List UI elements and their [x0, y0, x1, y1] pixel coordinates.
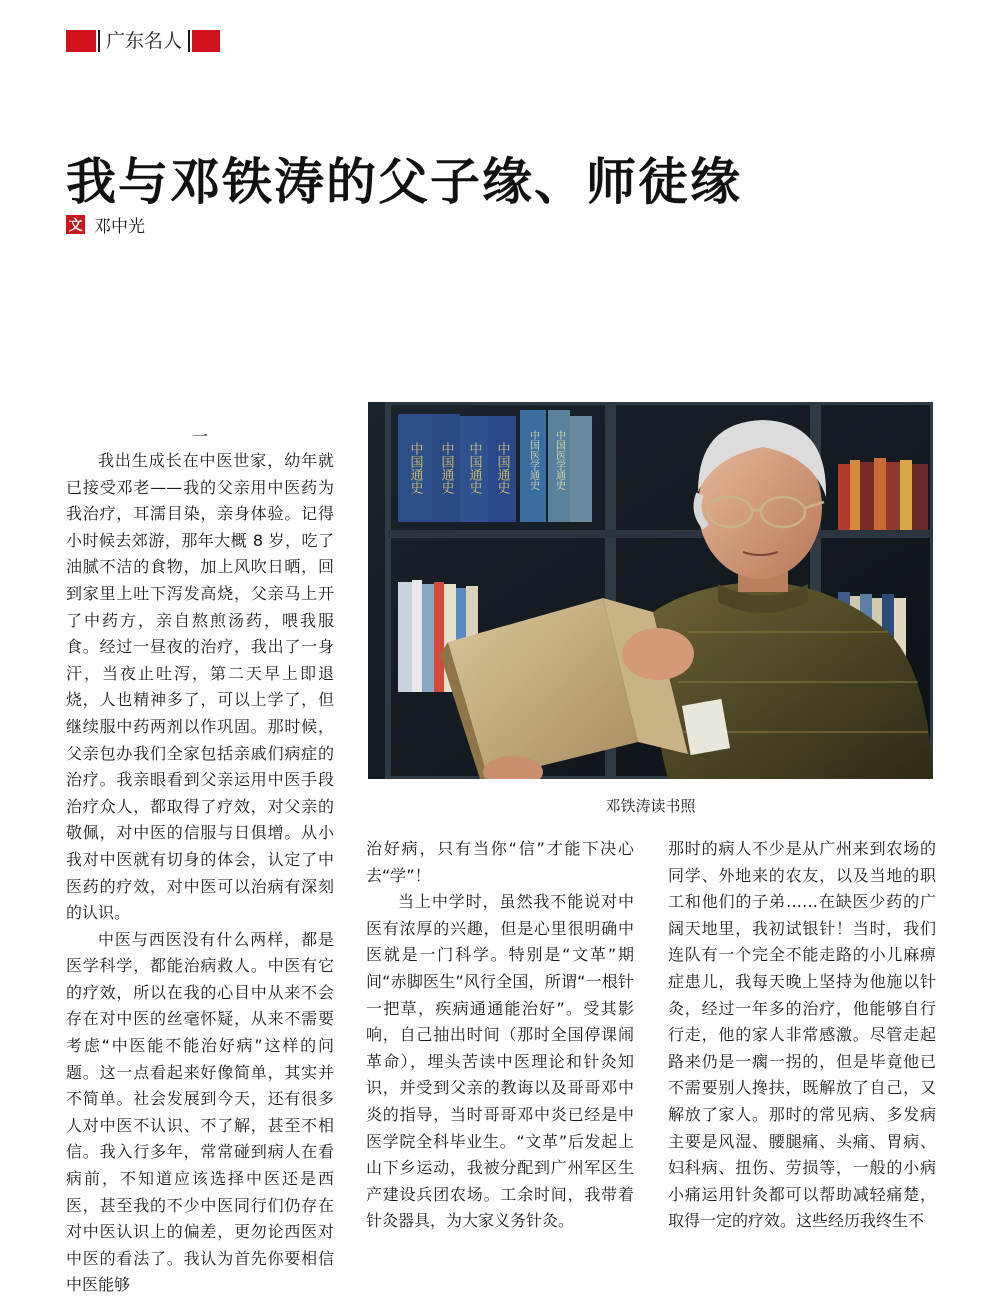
photo-illustration [368, 402, 933, 779]
text-column-1 [66, 448, 334, 1299]
paragraph: 我出生成长在中医世家，幼年就已接受邓老——我的父亲用中医药为我治疗，耳濡目染，亲身体验。记得小时候去郊游，那年大概 8 岁，吃了油腻不洁的食物，加上风吹日晒，回到家里上吐下泻发高烧，父亲马上开了中药方，亲自熬煎汤药，喂我服食。经过一昼夜的治疗，我出了一身汗，当夜止吐泻，第二天早上即退烧，人也精神多了，可以上学了，但继续服中药两剂以作巩固。那时候，父亲包办我们全家包括亲戚们病症的治疗。我亲眼看到父亲运用中医手段治疗众人，都取得了疗效，对父亲的敬佩，对中医的信服与日俱增。从小我对中医就有切身的体会，认定了中医药的疗效，对中医可以治病有深刻的认识。 [66, 451, 334, 923]
book-spine-text: 中国医学通史 [553, 430, 565, 490]
book-spine-text: 中国通史 [494, 442, 510, 494]
paragraph: 当上中学时，虽然我不能说对中医有浓厚的兴趣，但是心里很明确中医就是一门科学。特别是“文革”期间“赤脚医生”风行全国，所谓“一根针一把草，疾病通通能治好”。受其影响，自己抽出时间（那时全国停课闹革命），埋头苦读中医理论和针灸知识，并受到父亲的教诲以及哥哥邓中炎的指导，当时哥哥邓中炎已经是中医学院全科毕业生。“文革”后发起上山下乡运动，我被分配到广州军区生产建设兵团农场。工余时间，我带着针灸器具，为大家义务针灸。 [366, 892, 634, 1231]
byline-mark: 文 [66, 215, 85, 234]
paragraph: 中医与西医没有什么两样，都是医学科学，都能治病救人。中医有它的疗效，所以在我的心目中从来不会存在对中医的丝毫怀疑，从来不需要考虑“中医能不能治好病”这样的问题。这一点看起来好像简单，其实并不简单。社会发展到今天，还有很多人对中医不认识、不了解，甚至不相信。我入行多年，常常碰到病人在看病前，不知道应该选择中医还是西医，甚至我的不少中医同行们仍存在对中医认识上的偏差，更勿论西医对中医的看法了。我认为首先你要相信中医能够 [66, 929, 334, 1295]
article-title: 我与邓铁涛的父子缘、师徒缘 [66, 152, 742, 211]
book-spine-text: 中国医学通史 [527, 430, 539, 490]
text-column-2 [366, 836, 634, 1235]
book-spine-text: 中国通史 [438, 442, 454, 494]
book-spine-text: 中国通史 [466, 442, 482, 494]
article-photo [368, 402, 933, 779]
text-column-3 [668, 836, 936, 1235]
section-header [66, 28, 220, 54]
byline-author: 邓中光 [94, 217, 145, 237]
book-spine-text: 中国通史 [407, 442, 423, 494]
section-marker-right [192, 30, 220, 52]
paragraph: 治好病，只有当你“信”才能下决心去“学”！ [366, 839, 634, 885]
paragraph: 那时的病人不少是从广州来到农场的同学、外地来的农友，以及当地的职工和他们的子弟……在缺医少药的广阔天地里，我初试银针！当时，我们连队有一个完全不能走路的小儿麻痹症患儿，我每天晚上坚持为他施以针灸，经过一年多的治疗，他能够自行行走，他的家人非常感激。尽管走起路来仍是一瘸一拐的，但是毕竟他已不需要别人搀扶，既解放了自己，又解放了家人。那时的常见病、多发病主要是风湿、腰腿痛、头痛、胃病、妇科病、扭伤、劳损等，一般的小病小痛运用针灸都可以帮助减轻痛楚，取得一定的疗效。这些经历我终生不 [668, 839, 936, 1231]
section-number: 一 [191, 427, 208, 446]
photo-caption: 邓铁涛读书照 [605, 797, 696, 815]
section-label: 广东名人 [98, 30, 190, 52]
section-marker-left [66, 30, 96, 52]
byline [66, 212, 145, 237]
